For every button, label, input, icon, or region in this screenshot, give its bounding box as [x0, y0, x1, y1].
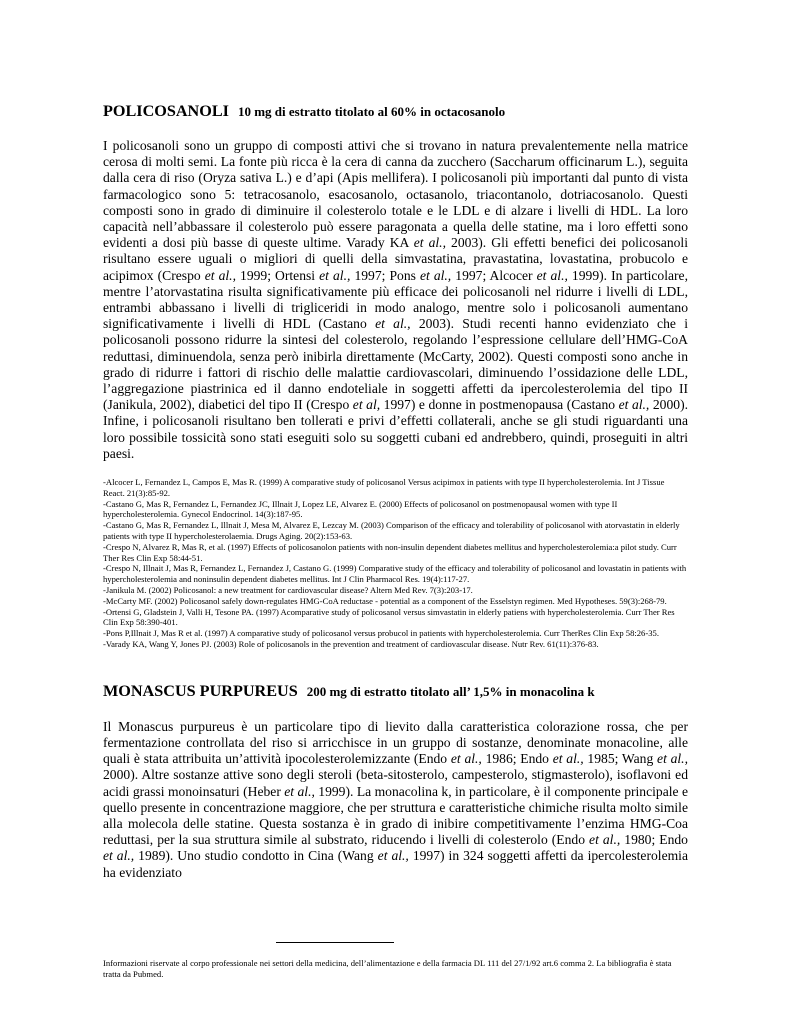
section-title: MONASCUS PURPUREUS [103, 681, 298, 700]
section-subtitle: 10 mg di estratto titolato al 60% in octacosanolo [237, 104, 506, 119]
references-list [103, 477, 688, 650]
reference-item: -Janikula M. (2002) Policosanol: a new treatment for cardiovascular disease? Altern Med Rev. 7(3):203-17. [103, 585, 473, 596]
reference-item: -Varady KA, Wang Y, Jones PJ. (2003) Role of policosanols in the prevention and treatment of cardiovascular disease. Nutr Rev. 61(11):376-83. [103, 639, 599, 650]
section-body-policosanoli: I policosanoli sono un gruppo di composti attivi che si trovano in natura prevalentemente nella matrice cerosa di molti semi. La fonte più ricca è la cera di canna da zucchero (Saccharum officinarum L.), seguita dalla cera di riso (Oryza sativa L.) e d’api (Apis mellifera). I policosanoli più importanti dal punto di vista farmacologico sono 5: tetracosanolo, esacosanolo, octasanolo, triacontanolo, dotriacosanolo. Questi composti sono in grado di diminuire il colesterolo totale e le LDL e di alzare i livelli di HDL. La loro capacità nell’abbassare il colesterolo può essere paragonata a quella delle statine, ma i loro effetti sono evidenti a dosi più basse di queste ultime. Varady KA et al., 2003). Gli effetti benefici dei policosanoli risultano essere uguali o migliori di quelli della simvastatina, pravastatina, lovastatina, probucolo e acipimox (Crespo et al., 1999; Ortensi et al., 1997; Pons et al., 1997; Alcocer et al., 1999). In particolare, mentre l’atorvastatina risulta significativamente più efficace dei policosanoli nel ridurre i livelli di LDL, entrambi abbassano i livelli di trigliceridi in modo analogo, mentre solo i policosanoli aumentano significativamente i livelli di HDL (Castano et al., 2003). Studi recenti hanno evidenziato che i policosanoli possono ridurre la sintesi del colesterolo, regolando l’espressione cellulare dell’HMG-CoA reduttasi, diminuendola, senza però inibirla direttamente (McCarty, 2002). Questi composti sono anche in grado di ridurre i fattori di rischio delle malattie cardiovascolari, diminuendo l’ossidazione delle LDL, l’aggregazione piastrinica ed il danno endoteliale in soggetti affetti da ipercolesterolemia del tipo II (Janikula, 2002), diabetici del tipo II (Crespo et al, 1997) e donne in postmenopausa (Castano et al., 2000). Infine, i policosanoli risultano ben tollerati e privi d’effetti collaterali, anche se gli studi riguardanti una loro possibile tossicità sono stati eseguiti solo su soggetti cubani ed andrebbero, quindi, proseguiti in altri paesi. [103, 138, 688, 461]
section-subtitle: 200 mg di estratto titolato all’ 1,5% in monacolina k [306, 683, 595, 699]
section-heading-monascus [103, 669, 688, 701]
reference-item: -Pons P,Illnait J, Mas R et al. (1997) A comparative study of policosanol versus probucol in patients with hypercholesterolemia. Curr TherRes Clin Exp 58:26-35. [103, 628, 659, 639]
reference-item: -Ortensi G, Gladstein J, Valli H, Tesone PA. (1997) Acomparative study of policosanol versus simvastatin in elderly patiens with hypercholesterolemia. Curr Ther Res Clin Exp 58:390-401. [103, 606, 675, 628]
reference-item: -Castano G, Mas R, Fernandez L, Fernandez JC, Illnait J, Lopez LE, Alvarez E. (2000) Effects of policosanol on postmenopausal women with type II hypercholesterolemia. Gynecol Endocrinol. 14(3):187-95. [103, 498, 618, 520]
footnote-divider [276, 942, 394, 943]
section-heading-policosanoli [103, 89, 688, 121]
document-page [103, 86, 688, 881]
reference-item: -McCarty MF. (2002) Policosanol safely down-regulates HMG-CoA reductase - potential as a component of the Esselstyn regimen. Med Hypotheses. 59(3):268-79. [103, 595, 667, 606]
reference-item: -Crespo N, Illnait J, Mas R, Fernandez L, Fernandez J, Castano G. (1999) Comparative study of the efficacy and tolerability of policosanol and lovastatin in patients with hypercholesterolemia and noninsulin dependent diabetes mellitus. Int J Clin Pharmacol Res. 19(4):117-27. [103, 563, 687, 585]
reference-item: -Crespo N, Alvarez R, Mas R, et al. (1997) Effects of policosanolon patients with non-insulin dependent diabetes mellitus and hypercholesterolemia:a pilot study. Curr Ther Res Clin Exp 58:44-51. [103, 541, 677, 563]
reference-item: -Alcocer L, Fernandez L, Campos E, Mas R. (1999) A comparative study of policosanol Versus acipimox in patients with type II hypercholesterolemia. Int J Tissue React. 21(3):85-92. [103, 477, 665, 498]
footer-note: Informazioni riservate al corpo professionale nei settori della medicina, dell’alimentazione e della farmacia DL 111 del 27/1/92 art.6 comma 2. La bibliografia è stata tratta da Pubmed. [103, 958, 672, 979]
section-title: POLICOSANOLI [103, 102, 229, 120]
section-body-monascus: Il Monascus purpureus è un particolare tipo di lievito dalla caratteristica colorazione rossa, che per fermentazione controllata del riso si arricchisce in un gruppo di sostanze, denominate monacoline, alle quali è stata attribuita un’attività ipocolesterolemizzante (Endo et al., 1986; Endo et al., 1985; Wang et al., 2000). Altre sostanze attive sono degli steroli (beta-sitosterolo, campesterolo, stigmasterolo), isoflavoni ed acidi grassi monoinsaturi (Heber et al., 1999). La monacolina k, in particolare, è il componente principale e quello presente in concentrazione maggiore, che per struttura e caratteristiche chimiche risulta molto simile alla molecola delle statine. Questa sostanza è in grado di inibire competitivamente l’enzima HMG-Coa reduttasi, per la sua struttura simile al substrato, riducendo i livelli di colesterolo (Endo et al., 1980; Endo et al., 1989). Uno studio condotto in Cina (Wang et al., 1997) in 324 soggetti affetti da ipercolesterolemia ha evidenziato [103, 718, 688, 880]
reference-item: -Castano G, Mas R, Fernandez L, Illnait J, Mesa M, Alvarez E, Lezcay M. (2003) Comparison of the efficacy and tolerability of policosanol with atorvastatin in elderly patients with type II hypercholesterolaemia. Drugs Aging. 20(2):153-63. [103, 520, 680, 542]
